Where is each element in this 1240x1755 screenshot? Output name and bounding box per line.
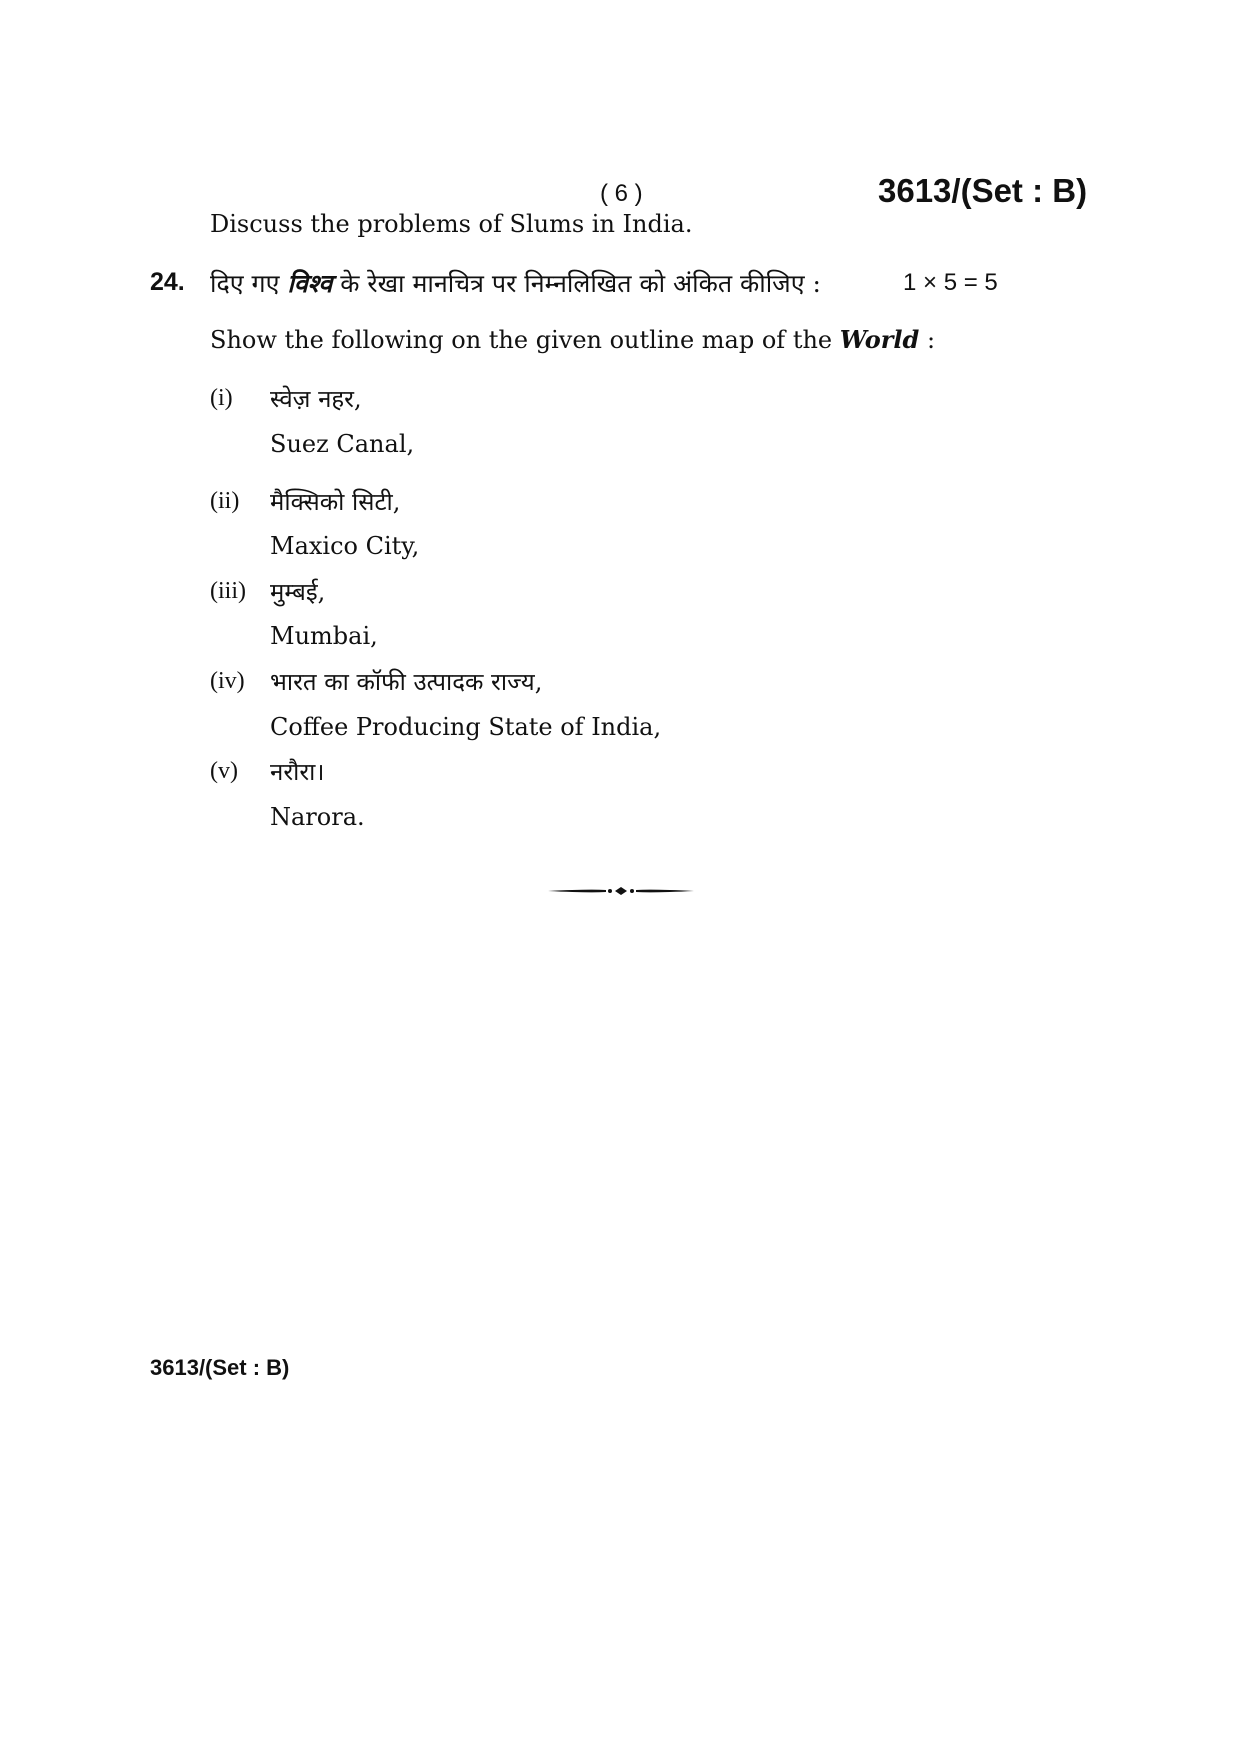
question-hindi-emphasis: विश्व (287, 269, 333, 298)
question-number: 24. (150, 268, 185, 296)
previous-question-text: Discuss the problems of Slums in India. (210, 210, 693, 238)
item-number: (ii) (210, 488, 240, 514)
question-english-part: : (919, 326, 936, 354)
item-number: (i) (210, 385, 233, 411)
paper-code-footer: 3613/(Set : B) (150, 1355, 290, 1380)
page-number: ( 6 ) (600, 180, 643, 207)
question-text-english (210, 325, 935, 354)
question-english-emphasis: World (839, 325, 920, 354)
question-english-part: Show the following on the given outline map of the (210, 326, 840, 354)
question-marks: 1 × 5 = 5 (903, 269, 998, 296)
item-english: Maxico City, (270, 532, 420, 560)
end-ornament (548, 882, 694, 901)
item-hindi: स्वेज़ नहर, (270, 385, 362, 413)
item-hindi: मुम्बई, (270, 578, 326, 606)
item-hindi: मैक्सिको सिटी, (270, 488, 401, 516)
item-number: (iv) (210, 668, 245, 694)
item-hindi: भारत का कॉफी उत्पादक राज्य, (270, 668, 543, 696)
question-text-hindi (210, 266, 821, 300)
item-english: Narora. (270, 803, 365, 831)
item-english: Coffee Producing State of India, (270, 713, 662, 741)
item-english: Mumbai, (270, 622, 378, 650)
question-hindi-part: के रेखा मानचित्र पर निम्नलिखित को अंकित कीजिए : (332, 269, 821, 298)
item-hindi: नरौरा। (270, 758, 325, 786)
item-number: (iii) (210, 578, 246, 604)
item-number: (v) (210, 758, 238, 784)
question-hindi-part: दिए गए (210, 269, 288, 298)
paper-code-header: 3613/(Set : B) (878, 172, 1088, 209)
item-english: Suez Canal, (270, 430, 415, 458)
